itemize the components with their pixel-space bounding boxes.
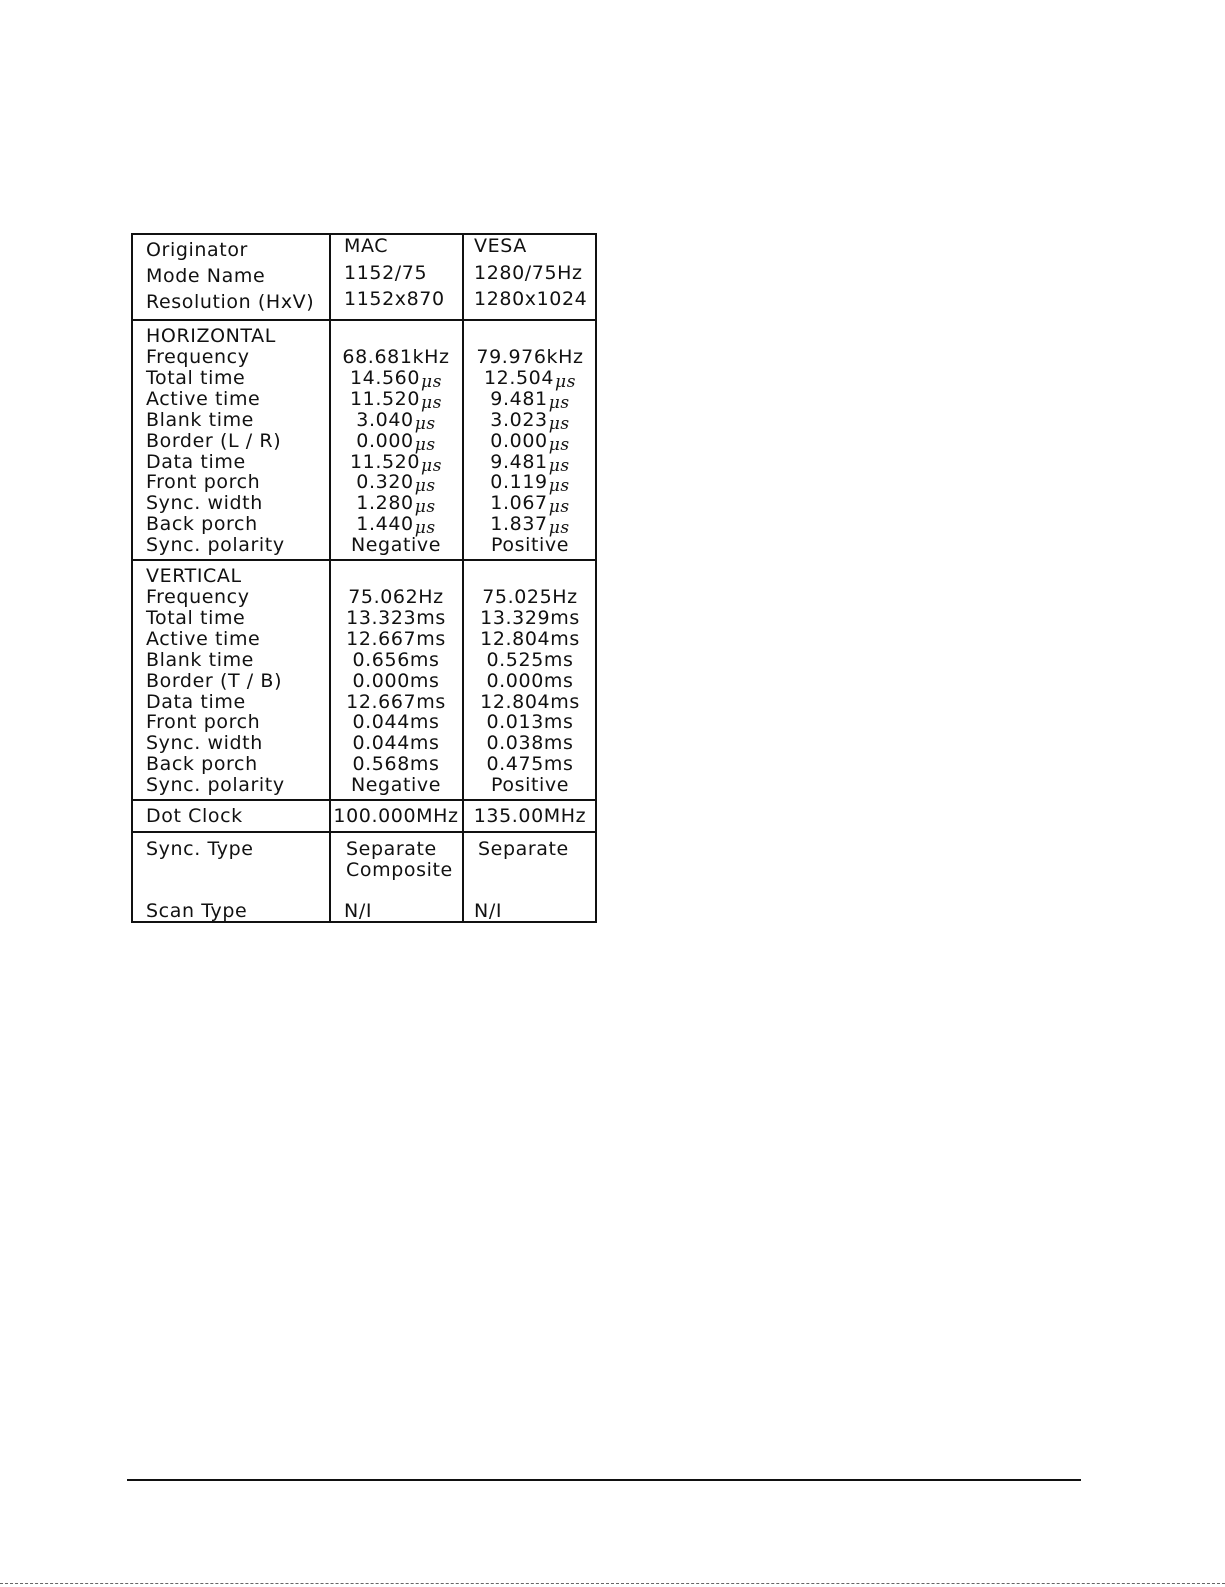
horizontal-row-label: Back porch xyxy=(146,513,258,536)
unit-label: μs xyxy=(414,518,436,539)
unit-label: μs xyxy=(414,497,436,518)
footer-rule xyxy=(127,1479,1081,1481)
unit-label: μs xyxy=(414,476,436,497)
vertical-row-vesa: 0.038ms xyxy=(486,732,574,755)
vertical-row-label: Back porch xyxy=(146,753,258,776)
horizontal-row-vesa: Positive xyxy=(490,534,570,557)
originator-label: Originator xyxy=(146,239,248,261)
horizontal-row-vesa: 0.000μs xyxy=(490,429,570,455)
vertical-row-mac: 0.000ms xyxy=(352,669,440,692)
horizontal-row-vesa: 12.504μs xyxy=(483,366,577,392)
vertical-row-label: Frequency xyxy=(146,586,250,608)
horizontal-row-vesa: 3.023μs xyxy=(490,408,570,434)
horizontal-row-mac: 1.440μs xyxy=(356,513,436,539)
unit-label: μs xyxy=(421,371,443,392)
mode-name-mac: 1152/75 xyxy=(344,262,428,284)
vertical-row-mac: 0.656ms xyxy=(352,648,440,671)
dot-clock-vesa: 135.00MHz xyxy=(473,805,587,827)
timing-table xyxy=(131,233,597,923)
sync-type-mac: Separate xyxy=(346,838,437,860)
horizontal-row-label: Data time xyxy=(146,450,246,473)
unit-label: μs xyxy=(421,392,443,413)
vertical-row-vesa: Positive xyxy=(490,774,570,797)
unit-label: μs xyxy=(548,392,570,413)
vertical-row-mac: 0.044ms xyxy=(352,711,440,734)
horizontal-row-label: Sync. width xyxy=(146,492,263,515)
horizontal-row-mac: 14.560μs xyxy=(349,366,443,392)
header-section xyxy=(133,235,595,319)
unit-label: μs xyxy=(548,434,570,455)
originator-vesa: VESA xyxy=(474,235,527,257)
unit-label: μs xyxy=(548,476,570,497)
unit-label: μs xyxy=(421,455,443,476)
vertical-row-mac: 12.667ms xyxy=(346,690,446,713)
horizontal-row-vesa: 1.067μs xyxy=(490,492,570,518)
originator-mac: MAC xyxy=(344,235,389,257)
horizontal-row-mac: 3.040μs xyxy=(356,408,436,434)
vertical-row-mac: 0.044ms xyxy=(352,732,440,755)
horizontal-row-label: Active time xyxy=(146,387,261,410)
horizontal-row-vesa: 0.119μs xyxy=(490,471,570,497)
mode-name-vesa: 1280/75Hz xyxy=(474,262,583,284)
vertical-row-label: Sync. width xyxy=(146,732,263,755)
vertical-row-label: Total time xyxy=(146,606,246,629)
vertical-row-label: Data time xyxy=(146,690,246,713)
vertical-row-vesa: 0.475ms xyxy=(486,753,574,776)
sync-type-vesa: Separate xyxy=(478,838,569,860)
sync-type-mac-composite: Composite xyxy=(346,859,453,881)
horizontal-row-mac: 11.520μs xyxy=(349,387,443,413)
unit-label: μs xyxy=(548,518,570,539)
vertical-row-vesa: 75.025Hz xyxy=(482,586,578,608)
horizontal-row-mac: 11.520μs xyxy=(349,450,443,476)
horizontal-row-mac: 1.280μs xyxy=(356,492,436,518)
vertical-row-vesa: 12.804ms xyxy=(480,627,580,650)
vertical-row-vesa: 0.013ms xyxy=(486,711,574,734)
horizontal-row-vesa: 9.481μs xyxy=(490,450,570,476)
mode-name-label: Mode Name xyxy=(146,265,266,287)
unit-label: μs xyxy=(548,413,570,434)
vertical-row-vesa: 12.804ms xyxy=(480,690,580,713)
horizontal-row-mac: 0.000μs xyxy=(356,429,436,455)
vertical-row-mac: 12.667ms xyxy=(346,627,446,650)
vertical-row-mac: 0.568ms xyxy=(352,753,440,776)
unit-label: μs xyxy=(414,413,436,434)
horizontal-row-label: Blank time xyxy=(146,408,254,431)
horizontal-row-mac: 0.320μs xyxy=(356,471,436,497)
vertical-row-label: Border (T / B) xyxy=(146,669,283,692)
page-edge xyxy=(0,1583,1225,1584)
vertical-row-mac: 75.062Hz xyxy=(348,586,444,608)
horizontal-row-label: Sync. polarity xyxy=(146,534,285,557)
horizontal-row-label: Frequency xyxy=(146,346,250,368)
horizontal-title: HORIZONTAL xyxy=(146,325,276,347)
horizontal-row-vesa: 79.976kHz xyxy=(476,346,584,368)
vertical-section xyxy=(133,559,595,801)
vertical-row-vesa: 0.525ms xyxy=(486,648,574,671)
horizontal-row-label: Front porch xyxy=(146,471,261,494)
horizontal-row-mac: Negative xyxy=(350,534,442,557)
vertical-row-label: Active time xyxy=(146,627,261,650)
resolution-mac: 1152x870 xyxy=(344,288,445,310)
vertical-title: VERTICAL xyxy=(146,565,242,587)
horizontal-row-mac: 68.681kHz xyxy=(342,346,450,368)
dot-clock-mac: 100.000MHz xyxy=(333,805,459,827)
scan-type-label: Scan Type xyxy=(146,900,248,922)
vertical-row-vesa: 13.329ms xyxy=(480,606,580,629)
vertical-row-mac: Negative xyxy=(350,774,442,797)
scan-type-mac: N/I xyxy=(344,900,373,922)
resolution-label: Resolution (HxV) xyxy=(146,291,315,313)
unit-label: μs xyxy=(414,434,436,455)
scan-type-vesa: N/I xyxy=(474,900,503,922)
vertical-row-mac: 13.323ms xyxy=(346,606,446,629)
dot-clock-label: Dot Clock xyxy=(146,805,243,827)
horizontal-row-label: Total time xyxy=(146,366,246,389)
vertical-row-label: Blank time xyxy=(146,648,254,671)
unit-label: μs xyxy=(548,497,570,518)
horizontal-row-vesa: 1.837μs xyxy=(490,513,570,539)
horizontal-row-vesa: 9.481μs xyxy=(490,387,570,413)
unit-label: μs xyxy=(555,371,577,392)
vertical-row-vesa: 0.000ms xyxy=(486,669,574,692)
sync-scan-section xyxy=(133,831,595,923)
unit-label: μs xyxy=(548,455,570,476)
dot-clock-section xyxy=(133,799,595,833)
sync-type-label: Sync. Type xyxy=(146,838,254,860)
horizontal-section xyxy=(133,319,595,561)
horizontal-row-label: Border (L / R) xyxy=(146,429,282,452)
vertical-row-label: Front porch xyxy=(146,711,261,734)
vertical-row-label: Sync. polarity xyxy=(146,774,285,797)
resolution-vesa: 1280x1024 xyxy=(474,288,588,310)
